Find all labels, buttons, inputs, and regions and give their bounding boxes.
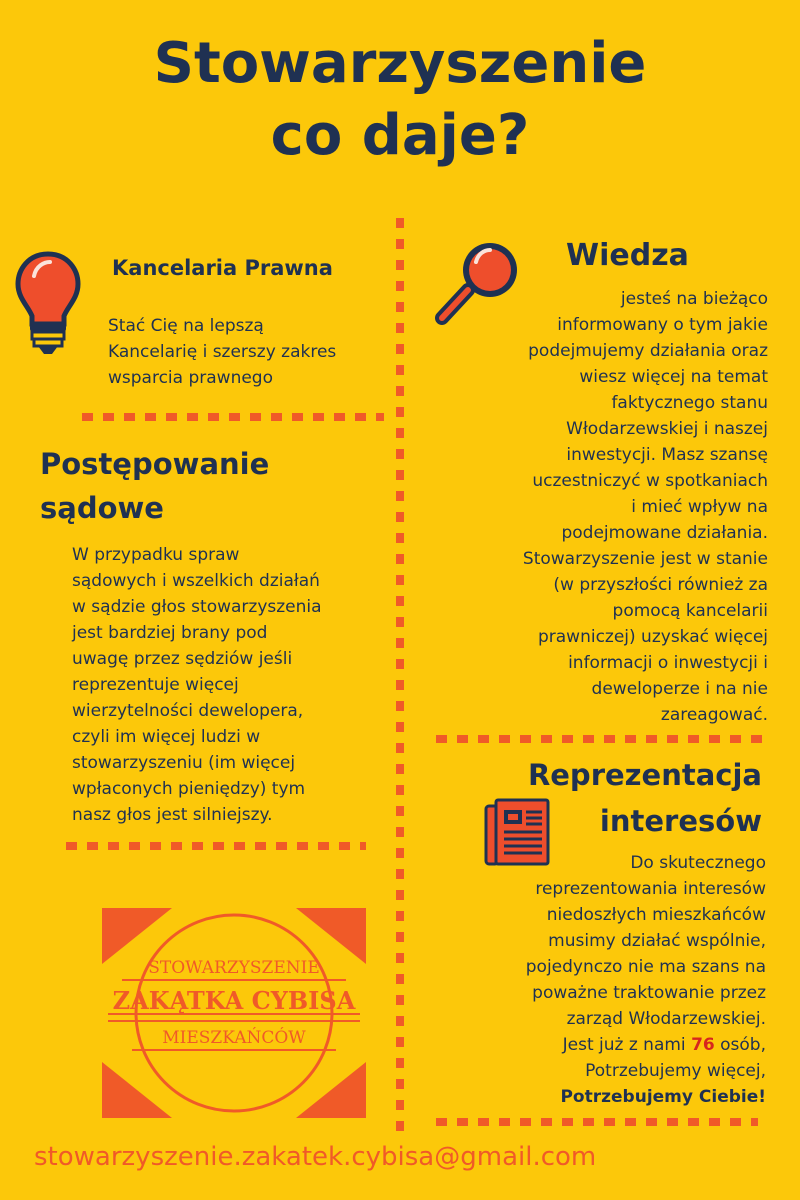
wiedza-line: faktycznego stanu xyxy=(611,393,768,413)
kancelaria-line: Stać Cię na lepszą xyxy=(108,316,264,336)
postepowanie-line: wierzytelności dewelopera, xyxy=(72,701,304,721)
logo-line-2: ZAKĄTKA CYBISA xyxy=(112,986,356,1015)
vertical-divider xyxy=(396,218,404,1133)
wiedza-line: zareagować. xyxy=(660,705,768,725)
reprezentacja-line: zarząd Włodarzewskiej. xyxy=(566,1009,766,1029)
reprezentacja-line: pojedynczo nie ma szans na xyxy=(525,957,766,977)
logo-line-3: MIESZKAŃCÓW xyxy=(162,1028,306,1048)
member-count: 76 xyxy=(691,1035,715,1055)
kancelaria-line: wsparcia prawnego xyxy=(108,368,274,388)
wiedza-line: informacji o inwestycji i xyxy=(568,653,768,673)
postepowanie-heading-line-1: Postępowanie xyxy=(40,447,270,481)
wiedza-line: i mieć wpływ na xyxy=(631,497,768,517)
kancelaria-heading: Kancelaria Prawna xyxy=(112,256,333,280)
postepowanie-line: uwagę przez sędziów jeśli xyxy=(72,649,293,669)
postepowanie-line: nasz głos jest silniejszy. xyxy=(72,805,273,825)
reprezentacja-heading-line-2: interesów xyxy=(599,804,762,838)
divider-right-middle xyxy=(436,735,772,743)
reprezentacja-line: musimy działać wspólnie, xyxy=(548,931,766,951)
postepowanie-line: stowarzyszeniu (im więcej xyxy=(72,753,296,773)
title-line-2: co daje? xyxy=(270,103,530,168)
wiedza-line: Stowarzyszenie jest w stanie xyxy=(522,549,768,569)
wiedza-line: (w przyszłości również za xyxy=(553,575,768,595)
need-more-line: Potrzebujemy więcej, xyxy=(585,1061,766,1081)
divider-right-bottom xyxy=(436,1118,758,1126)
wiedza-line: podejmowane działania. xyxy=(561,523,768,543)
need-you-line: Potrzebujemy Ciebie! xyxy=(560,1087,766,1107)
member-count-line xyxy=(420,1032,766,1058)
reprezentacja-line: reprezentowania interesów xyxy=(535,879,766,899)
lightbulb-icon xyxy=(12,250,84,358)
postepowanie-line: w sądzie głos stowarzyszenia xyxy=(72,597,322,617)
divider-left-bottom xyxy=(66,842,366,850)
wiedza-line: prawniczej) uzyskać więcej xyxy=(537,627,768,647)
postepowanie-line: sądowych i wszelkich działań xyxy=(72,571,320,591)
title-line-1: Stowarzyszenie xyxy=(153,31,647,96)
wiedza-line: wiesz więcej na temat xyxy=(579,367,768,387)
reprezentacja-line: Do skutecznego xyxy=(630,853,766,873)
logo-line-1: STOWARZYSZENIE xyxy=(148,958,320,978)
wiedza-line: uczestniczyć w spotkaniach xyxy=(532,471,768,491)
wiedza-text xyxy=(420,286,768,728)
wiedza-heading: Wiedza xyxy=(566,238,689,273)
reprezentacja-line: niedoszłych mieszkańców xyxy=(546,905,766,925)
divider-left-top xyxy=(82,413,384,421)
wiedza-line: jesteś na bieżąco xyxy=(620,289,768,309)
wiedza-line: informowany o tym jakie xyxy=(557,315,768,335)
postepowanie-text xyxy=(72,542,322,828)
reprezentacja-line: poważne traktowanie przez xyxy=(532,983,766,1003)
page-title xyxy=(0,28,800,172)
kancelaria-line: Kancelarię i szerszy zakres xyxy=(108,342,337,362)
wiedza-line: pomocą kancelarii xyxy=(612,601,768,621)
wiedza-line: podejmujemy działania oraz xyxy=(528,341,768,361)
postepowanie-line: wpłaconych pieniędzy) tym xyxy=(72,779,306,799)
wiedza-line: deweloperze i na nie xyxy=(591,679,768,699)
reprezentacja-text xyxy=(420,850,766,1110)
contact-email-link[interactable]: stowarzyszenie.zakatek.cybisa@gmail.com xyxy=(34,1142,597,1172)
wiedza-line: Włodarzewskiej i naszej xyxy=(566,419,768,439)
postepowanie-heading-line-2: sądowe xyxy=(40,491,164,525)
count-prefix: Jest już z nami xyxy=(562,1035,692,1055)
postepowanie-line: jest bardziej brany pod xyxy=(72,623,268,643)
count-suffix: osób, xyxy=(714,1035,766,1055)
postepowanie-line: reprezentuje więcej xyxy=(72,675,239,695)
association-logo xyxy=(102,908,366,1118)
reprezentacja-heading-line-1: Reprezentacja xyxy=(527,758,762,792)
postepowanie-line: W przypadku spraw xyxy=(72,545,240,565)
kancelaria-text xyxy=(108,313,336,391)
postepowanie-line: czyli im więcej ludzi w xyxy=(72,727,261,747)
postepowanie-heading xyxy=(40,442,269,530)
wiedza-line: inwestycji. Masz szansę xyxy=(566,445,768,465)
